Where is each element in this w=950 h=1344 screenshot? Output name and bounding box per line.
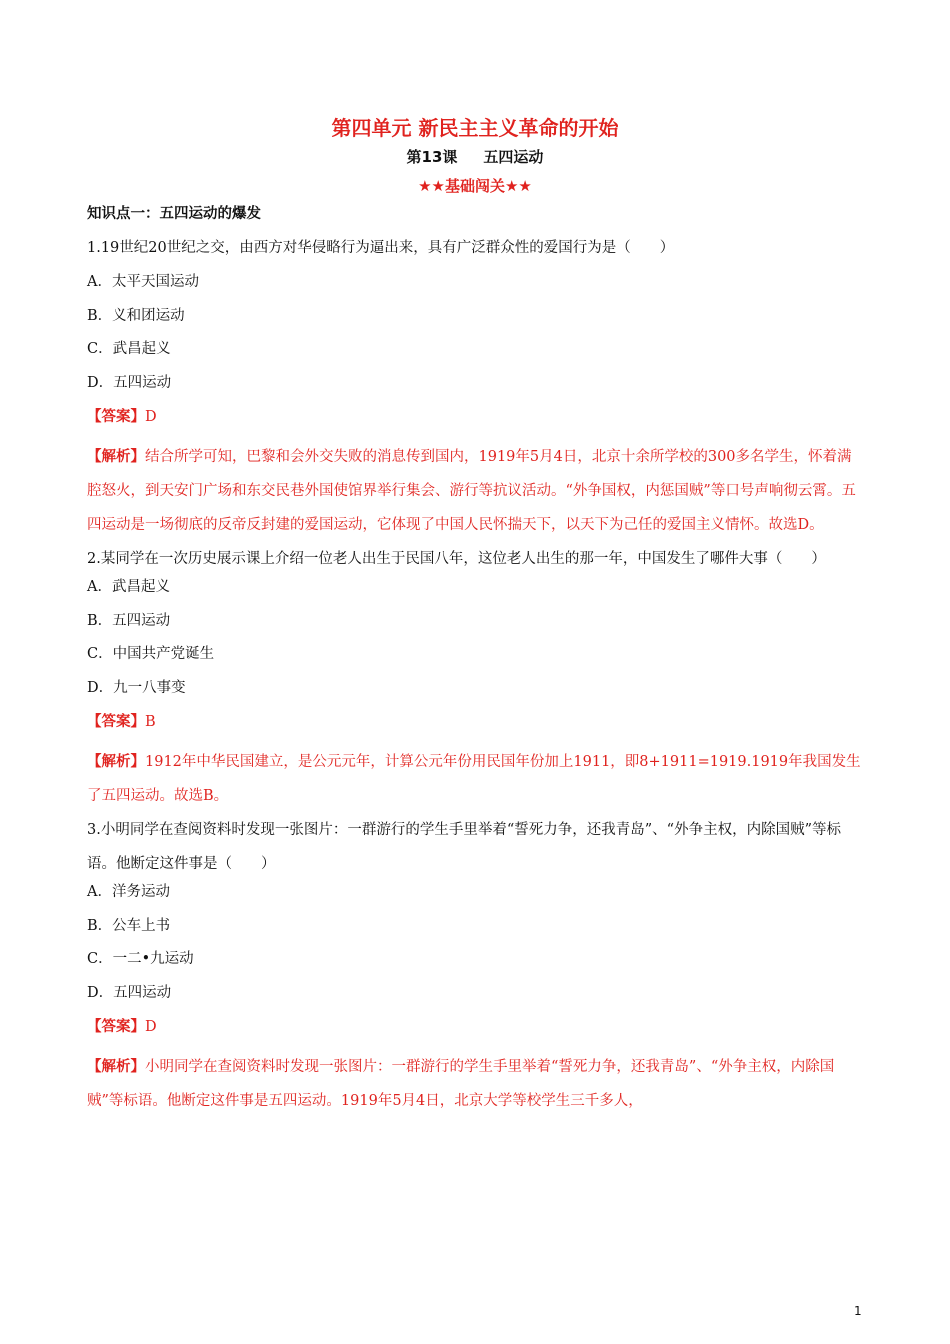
option-c: C．一二•九运动 [87, 951, 194, 968]
option-d: D．九一八事变 [87, 680, 186, 697]
page-number: 1 [854, 1304, 862, 1318]
knowledge-point-heading: 知识点一：五四运动的爆发 [87, 206, 261, 222]
analysis-text: 结合所学可知，巴黎和会外交失败的消息传到国内，1919年5月4日，北京十余所学校的300多名学生，怀着满腔怒火，到天安门广场和东交民巷外国使馆界举行集会、游行等抗议活动。“外争国权，内惩国贼”等口号声响彻云霄。五四运动是一场彻底的反帝反封建的爱国运动，它体现了中国人民怀揣天下，以天下为己任的爱国主义情怀。故选D。 [87, 448, 856, 533]
option-c: C．中国共产党诞生 [87, 646, 215, 663]
lesson-title [0, 147, 950, 167]
question-2 [87, 542, 865, 813]
option-d: D．五四运动 [87, 985, 172, 1002]
answer-label: 【答案】 [87, 1017, 145, 1035]
option-a: A．太平天国运动 [87, 273, 199, 290]
analysis-text: 小明同学在查阅资料时发现一张图片：一群游行的学生手里举着“誓死力争，还我青岛”、“外争主权，内除国贼”等标语。他断定这件事是五四运动。1919年5月4日，北京大学等校学生三千多人， [87, 1058, 835, 1109]
question-stem: 2.某同学在一次历史展示课上介绍一位老人出生于民国八年，这位老人出生的那一年，中国发生了哪件大事（ ） [87, 550, 826, 567]
option-b: B．公车上书 [87, 917, 171, 934]
analysis [87, 745, 865, 813]
option-d: D．五四运动 [87, 375, 172, 392]
question-3 [87, 813, 865, 1118]
answer-value: D [145, 1018, 157, 1035]
answer-label: 【答案】 [87, 407, 145, 425]
answer-value: D [145, 408, 157, 425]
question-1 [87, 237, 865, 542]
answer-line [87, 1016, 865, 1038]
question-stem: 3.小明同学在查阅资料时发现一张图片：一群游行的学生手里举着“誓死力争，还我青岛”、“外争主权，内除国贼”等标语。他断定这件事是（ ） [87, 821, 841, 872]
level-title: ★★基础闯关★★ [418, 177, 532, 195]
answer-line [87, 406, 865, 428]
analysis-label: 【解析】 [87, 447, 145, 465]
lesson-number: 第13课 [406, 148, 458, 166]
lesson-name: 五四运动 [483, 148, 544, 166]
analysis-label: 【解析】 [87, 752, 145, 770]
analysis [87, 1050, 865, 1118]
answer-label: 【答案】 [87, 712, 145, 730]
option-c: C．武昌起义 [87, 341, 171, 358]
option-b: B．五四运动 [87, 612, 171, 629]
analysis-text: 1912年中华民国建立，是公元元年，计算公元年份用民国年份加上1911，即8+1911=1919.1919年我国发生了五四运动。故选B。 [87, 753, 861, 804]
option-a: A．武昌起义 [87, 578, 170, 595]
analysis-label: 【解析】 [87, 1057, 145, 1075]
content [87, 203, 865, 1118]
unit-title: 第四单元 新民主主义革命的开始 [331, 116, 619, 140]
answer-line [87, 711, 865, 733]
question-stem: 1.19世纪20世纪之交，由西方对华侵略行为逼出来，具有广泛群众性的爱国行为是（ ） [87, 240, 675, 256]
option-a: A．洋务运动 [87, 883, 170, 900]
option-b: B．义和团运动 [87, 307, 185, 324]
analysis [87, 440, 865, 542]
answer-value: B [145, 713, 156, 730]
